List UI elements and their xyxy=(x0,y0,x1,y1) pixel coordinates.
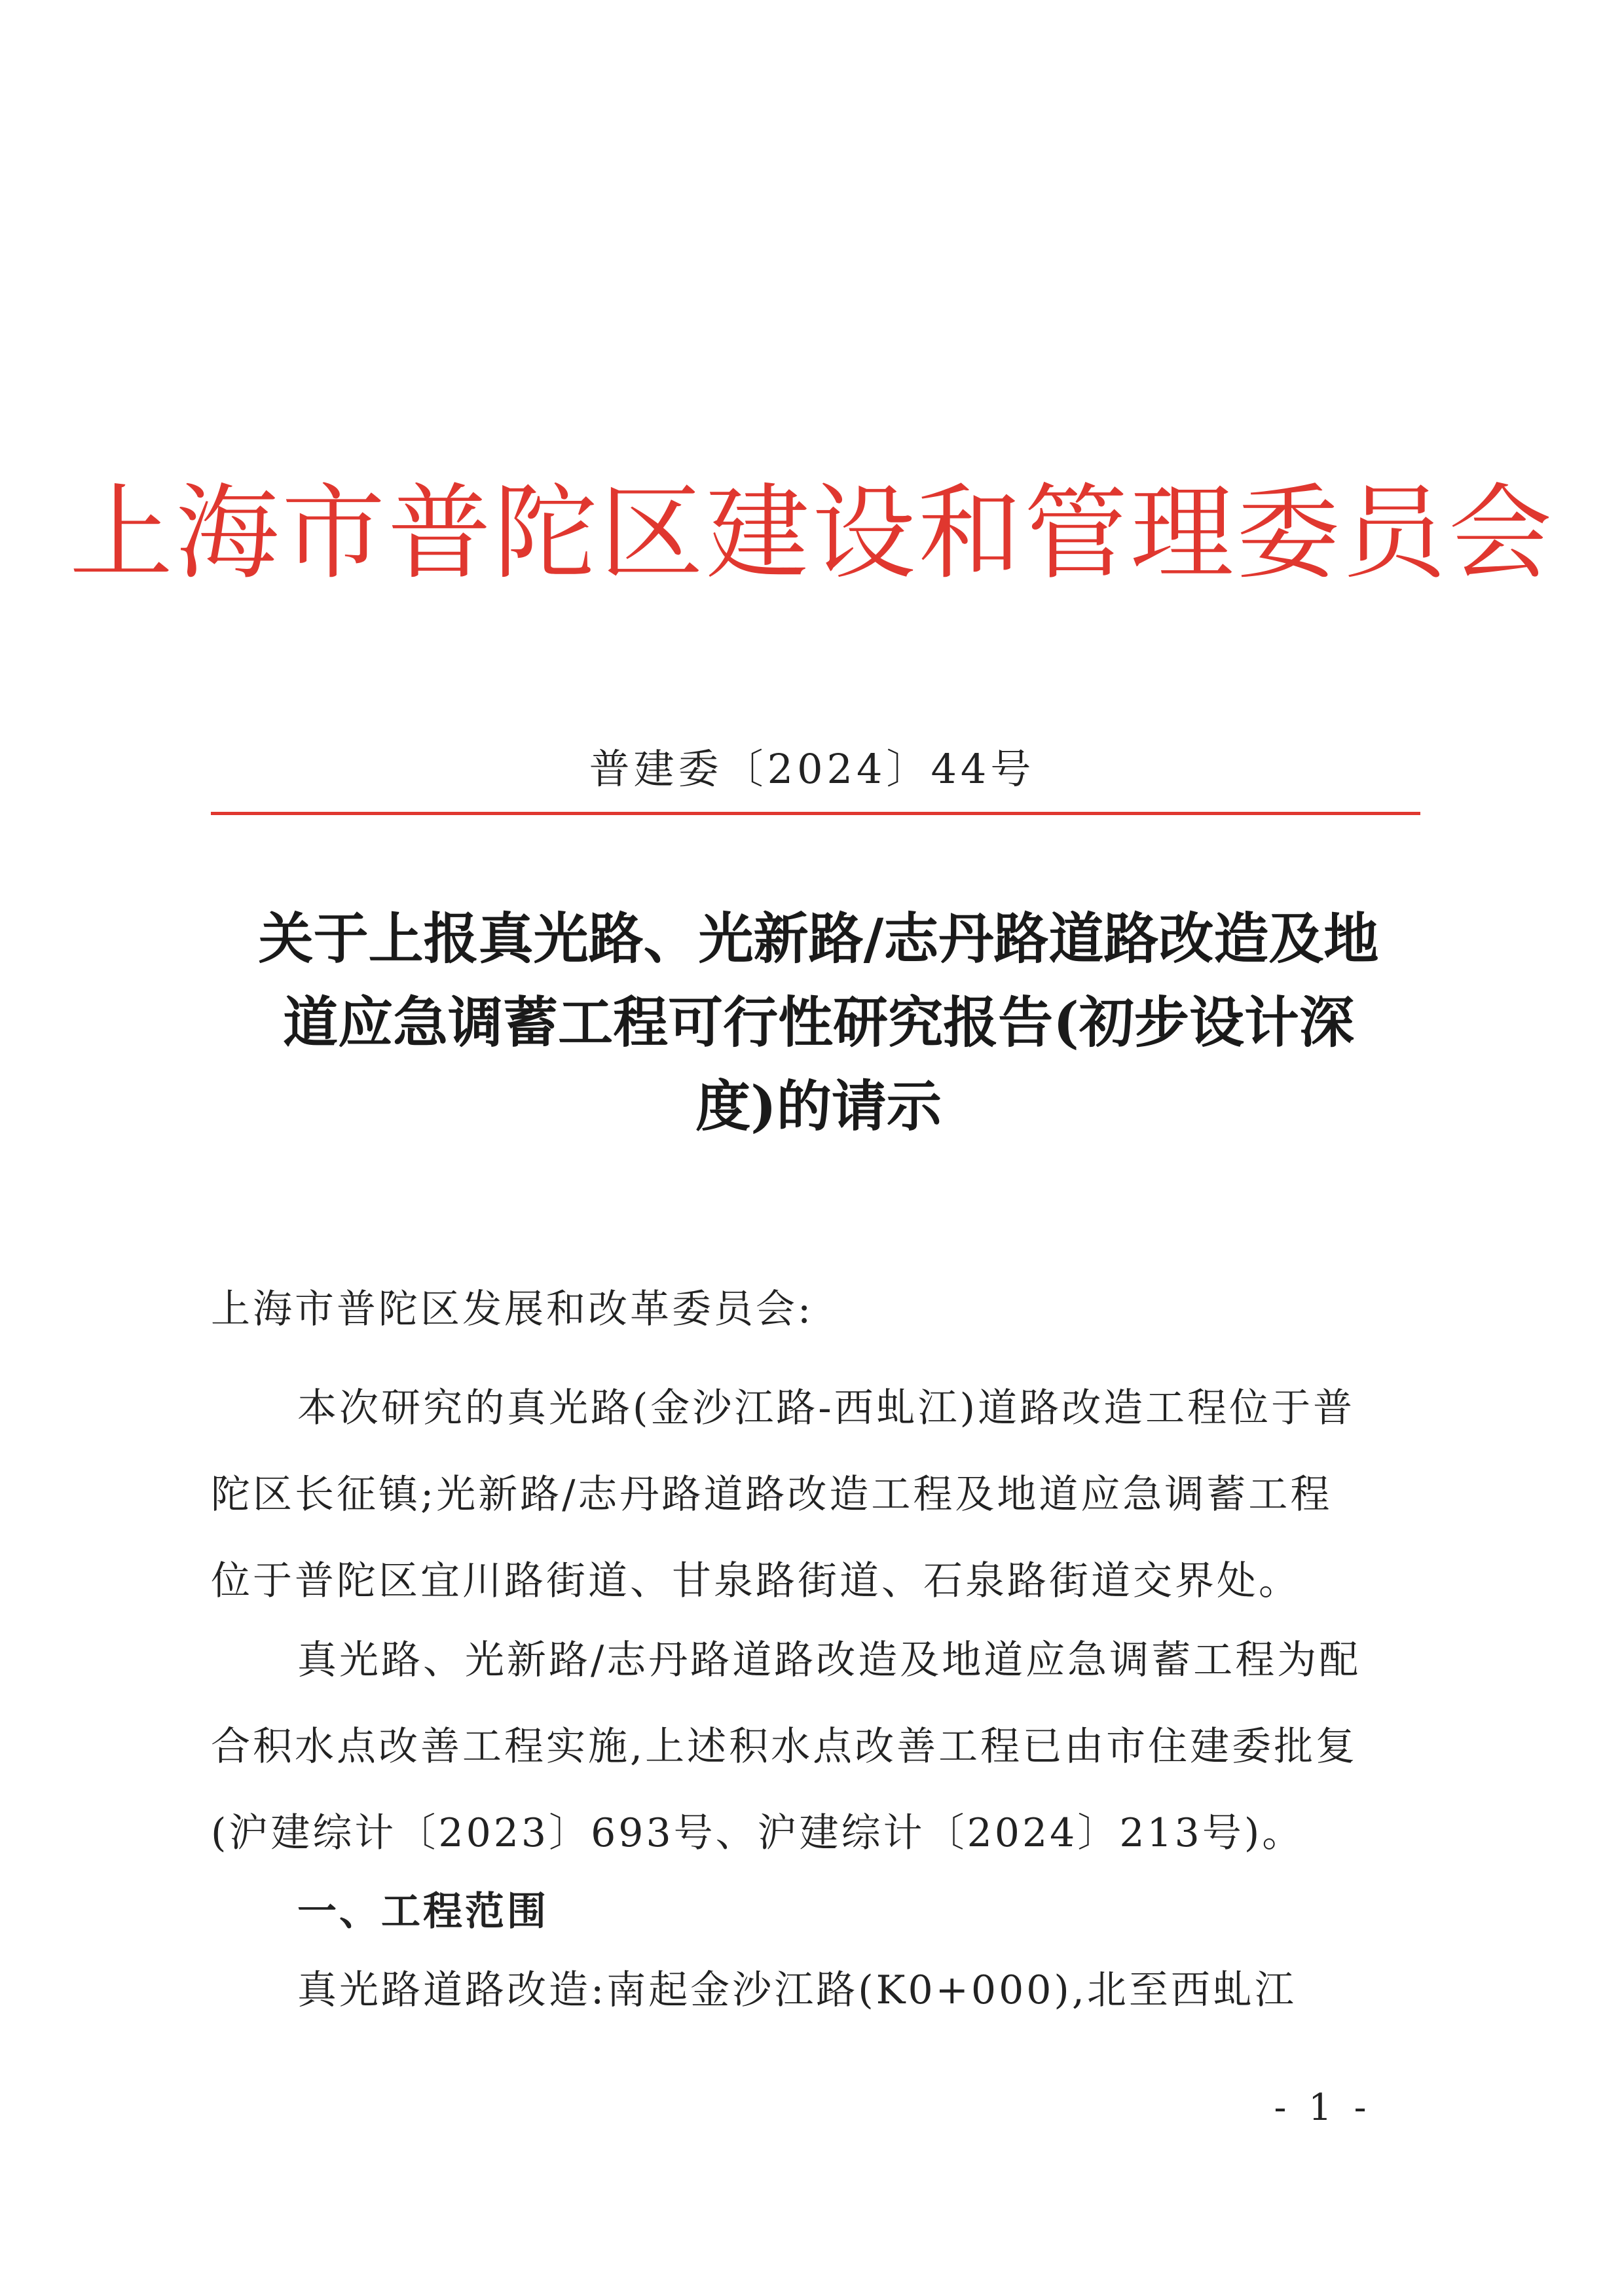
paragraph-location xyxy=(211,1365,1429,1624)
paragraph-line: (沪建综计〔2023〕693号、沪建综计〔2024〕213号)。 xyxy=(211,1810,1304,1856)
paragraph-line: 本次研究的真光路(金沙江路-西虬江)道路改造工程位于普 xyxy=(297,1385,1356,1431)
paragraph-line: 真光路道路改造:南起金沙江路(K0+000),北至西虬江 xyxy=(297,1967,1297,2013)
paragraph-line: 陀区长征镇;光新路/志丹路道路改造工程及地道应急调蓄工程 xyxy=(211,1472,1333,1518)
title-line: 度)的请示 xyxy=(695,1074,942,1139)
paragraph-line: 位于普陀区宜川路街道、甘泉路街道、石泉路街道交界处。 xyxy=(211,1558,1301,1604)
document-title xyxy=(210,897,1428,1148)
paragraph-line: 合积水点改善工程实施,上述积水点改善工程已由市住建委批复 xyxy=(211,1724,1358,1770)
paragraph-line: 真光路、光新路/志丹路道路改造及地道应急调蓄工程为配 xyxy=(297,1637,1361,1683)
red-divider-line xyxy=(211,812,1420,815)
title-line: 道应急调蓄工程可行性研究报告(初步设计深 xyxy=(283,990,1354,1055)
scope-paragraph xyxy=(211,1958,1429,2023)
section-heading-scope: 一、工程范围 xyxy=(297,1889,549,1935)
document-number: 普建委〔2024〕44号 xyxy=(589,745,1035,793)
issuer-masthead: 上海市普陀区建设和管理委员会 xyxy=(69,473,1555,594)
page-number: - 1 - xyxy=(1274,2086,1372,2129)
title-line: 关于上报真光路、光新路/志丹路道路改造及地 xyxy=(258,906,1379,971)
paragraph-approval xyxy=(211,1617,1429,1876)
salutation: 上海市普陀区发展和改革委员会: xyxy=(211,1286,814,1332)
